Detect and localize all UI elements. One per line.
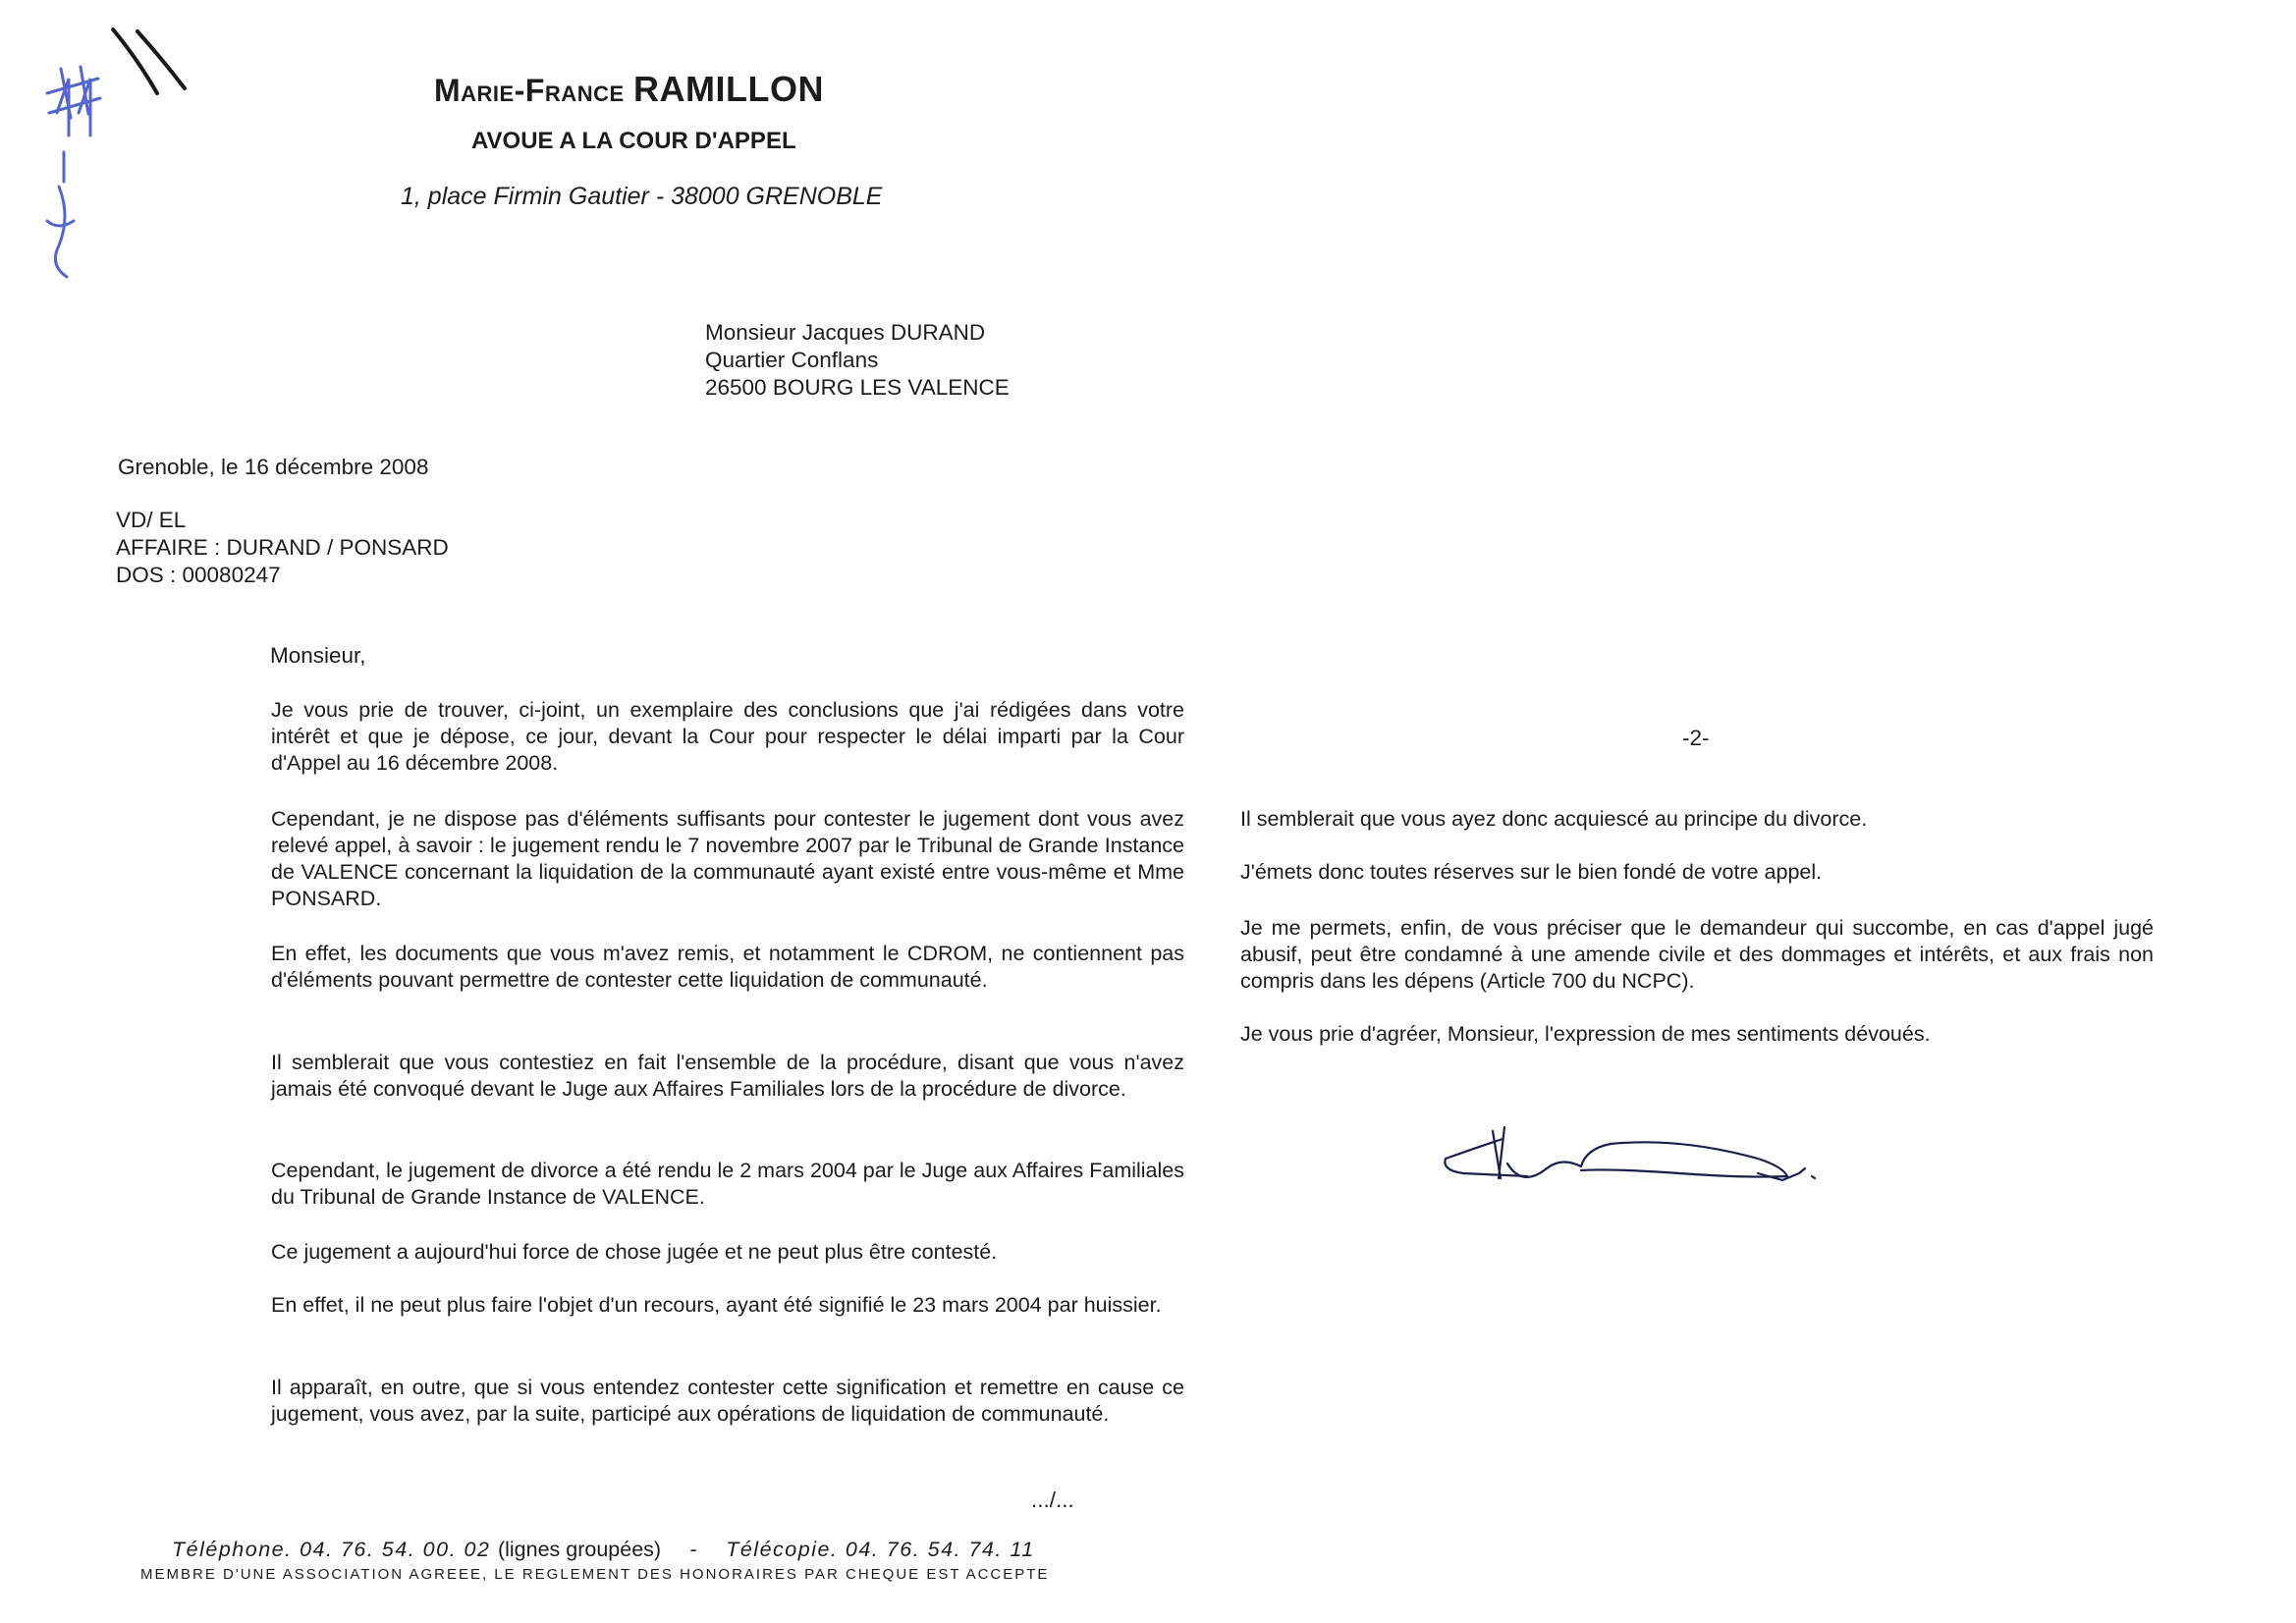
letter-date: Grenoble, le 16 décembre 2008 <box>118 455 429 479</box>
footer-separator: - <box>689 1538 697 1561</box>
page1-paragraph-2: Cependant, je ne dispose pas d'éléments suffisants pour contester le jugement dont vous avez relevé appel, à savoir : le jugement rendu le 7 novembre 2007 par le Tribunal de Grande Instance de VALENCE concernant la liquidation de la communauté ayant existé entre vous-même et Mme PONSARD. <box>271 807 1184 910</box>
telephone-number: 04. 76. 54. 00. 02 <box>300 1538 491 1561</box>
letterhead-subtitle: AVOUE A LA COUR D'APPEL <box>471 128 796 154</box>
telephone-note: (lignes groupées) <box>497 1538 662 1561</box>
page1-paragraph-1: Je vous prie de trouver, ci-joint, un exemplaire des conclusions que j'ai rédigées dans votre intérêt et que je dépose, ce jour, devant la Cour pour respecter le délai imparti par la Cour d'Appel au 16 décembre 2008. <box>271 698 1184 775</box>
letterhead-name <box>434 69 824 110</box>
page2-paragraph-3: Je me permets, enfin, de vous préciser que le demandeur qui succombe, en cas d'appel jugé abusif, peut être condamné à une amende civile et des dommages et intérêts, et aux frais non compris dans les dépens (Article 700 du NCPC). <box>1240 916 2154 993</box>
page1-paragraph-8: Il apparaît, en outre, que si vous entendez contester cette signification et remettre en cause ce jugement, vous avez, par la suite, participé aux opérations de liquidation de communauté. <box>271 1376 1184 1426</box>
footer-contact <box>172 1538 1035 1562</box>
handwritten-annotation <box>20 20 206 295</box>
continued-marker: .../... <box>1031 1488 1074 1512</box>
page1-paragraph-7: En effet, il ne peut plus faire l'objet d'un recours, ayant été signifié le 23 mars 2004 par huissier. <box>271 1293 1162 1317</box>
file-number: DOS : 00080247 <box>116 563 281 587</box>
fax-number: 04. 76. 54. 74. 11 <box>845 1538 1035 1561</box>
letterhead-first-name: Marie-France <box>434 73 625 108</box>
salutation: Monsieur, <box>270 643 366 668</box>
recipient-street: Quartier Conflans <box>705 348 879 372</box>
letterhead-last-name: RAMILLON <box>633 69 825 109</box>
telephone-label: Téléphone. <box>172 1538 293 1561</box>
fax-label: Télécopie. <box>726 1538 839 1561</box>
footer-membership: MEMBRE D'UNE ASSOCIATION AGREEE, LE REGLEMENT DES HONORAIRES PAR CHEQUE EST ACCEPTE <box>140 1566 1050 1583</box>
page2-number: -2- <box>1682 726 1710 750</box>
recipient-name: Monsieur Jacques DURAND <box>705 320 986 345</box>
reference-initials: VD/ EL <box>116 508 187 532</box>
page2-paragraph-4: Je vous prie d'agréer, Monsieur, l'expression de mes sentiments dévoués. <box>1240 1022 1931 1046</box>
case-name: AFFAIRE : DURAND / PONSARD <box>116 535 449 560</box>
handwritten-signature <box>1434 1119 1856 1198</box>
page1-paragraph-3: En effet, les documents que vous m'avez remis, et notamment le CDROM, ne contiennent pas d'éléments pouvant permettre de contester cette liquidation de communauté. <box>271 942 1184 992</box>
page1-paragraph-5: Cependant, le jugement de divorce a été rendu le 2 mars 2004 par le Juge aux Affaires Familiales du Tribunal de Grande Instance de VALENCE. <box>271 1159 1184 1209</box>
page1-paragraph-4: Il semblerait que vous contestiez en fait l'ensemble de la procédure, disant que vous n'avez jamais été convoqué devant le Juge aux Affaires Familiales lors de la procédure de divorce. <box>271 1051 1184 1101</box>
page1-paragraph-6: Ce jugement a aujourd'hui force de chose jugée et ne peut plus être contesté. <box>271 1240 998 1264</box>
page2-paragraph-2: J'émets donc toutes réserves sur le bien fondé de votre appel. <box>1240 860 1823 884</box>
letterhead-address: 1, place Firmin Gautier - 38000 GRENOBLE <box>401 183 883 210</box>
page2-paragraph-1: Il semblerait que vous ayez donc acquiescé au principe du divorce. <box>1240 807 1868 831</box>
recipient-city: 26500 BOURG LES VALENCE <box>705 375 1010 400</box>
